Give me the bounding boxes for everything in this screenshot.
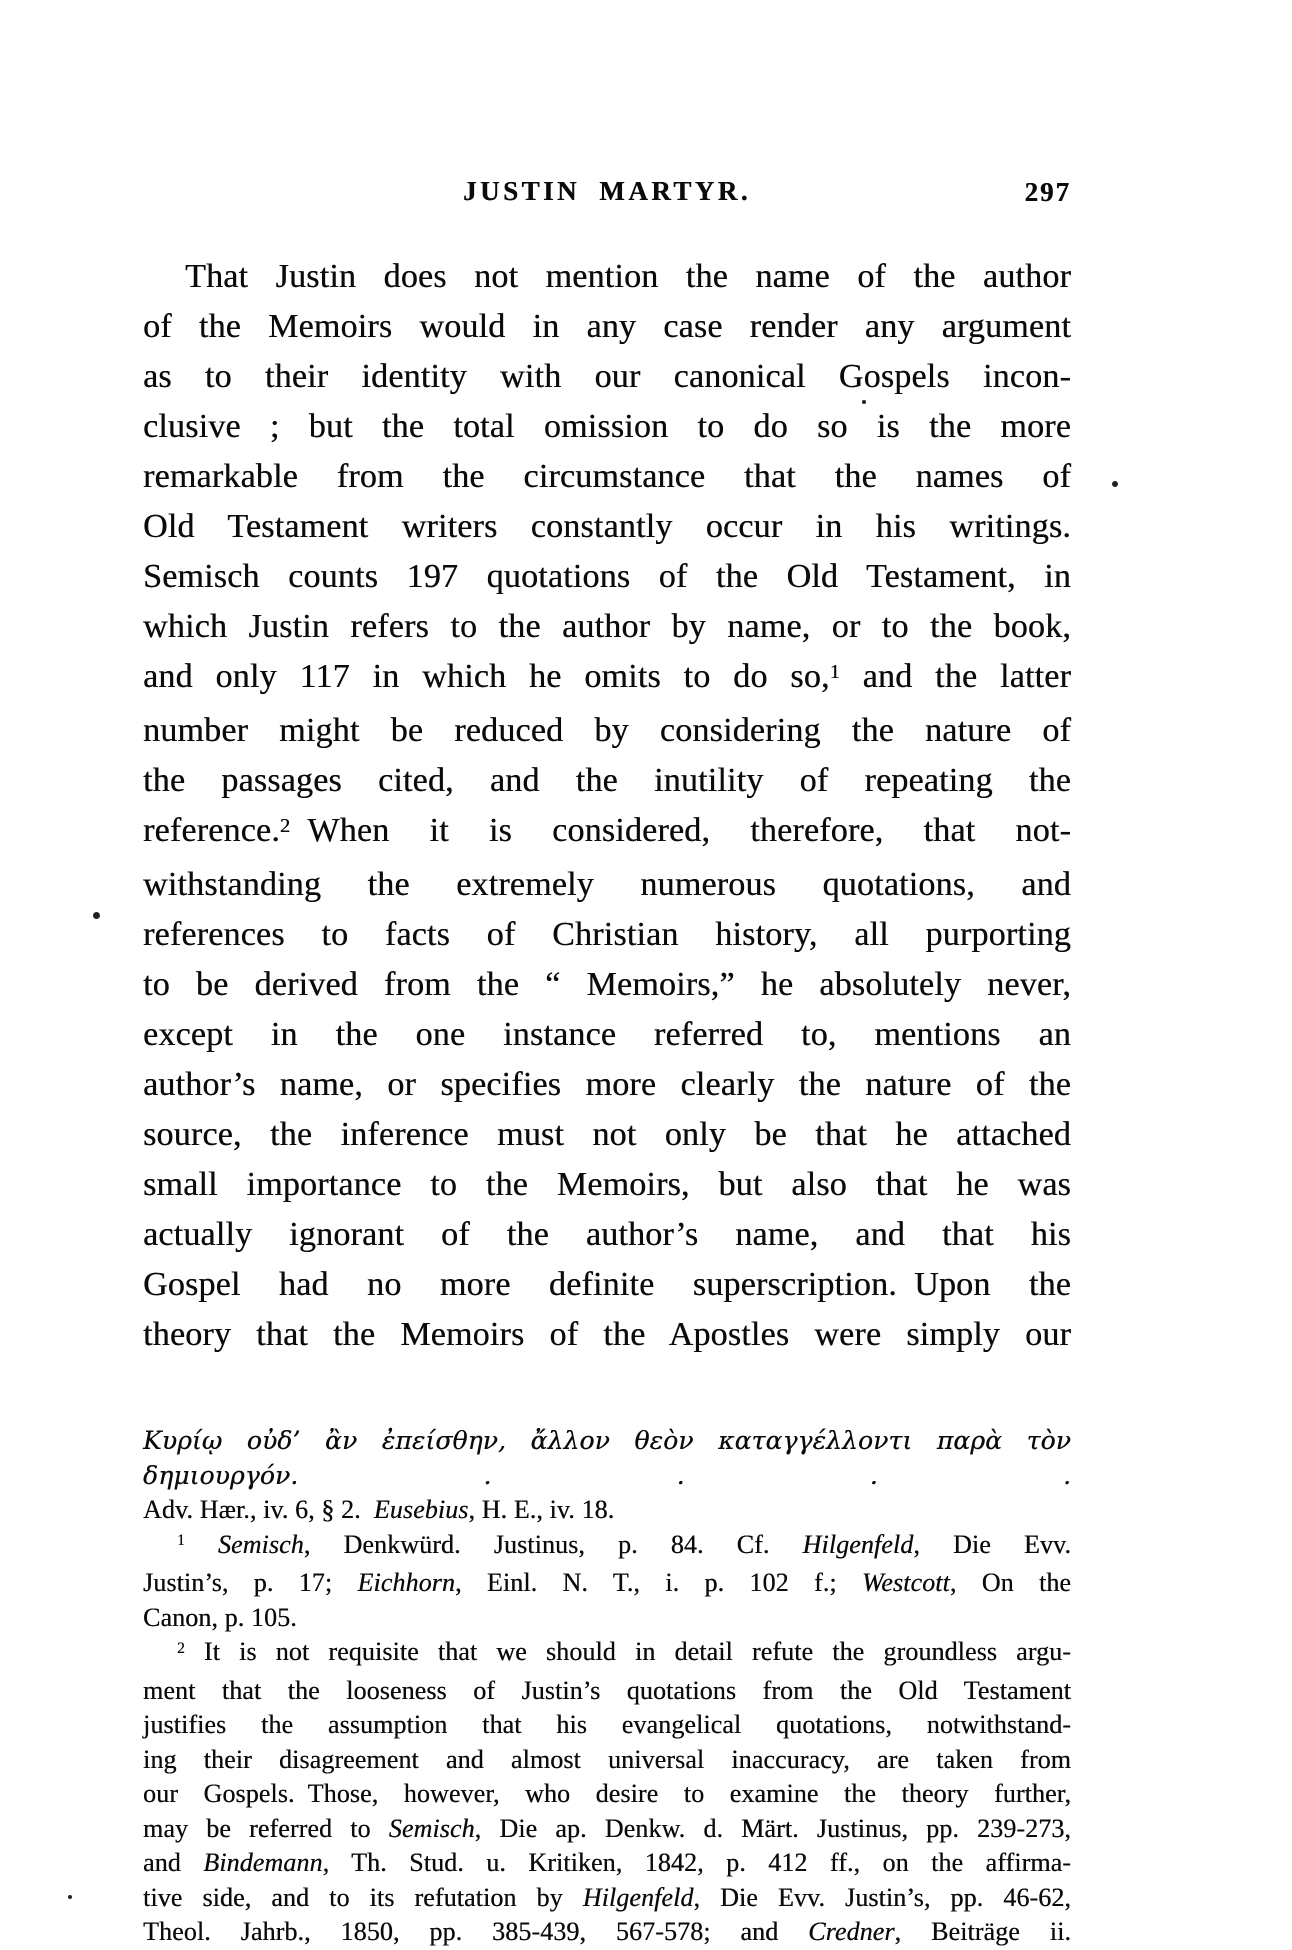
text-run: ment that the looseness of Justin’s quotations from the Old Testament [143,1675,1071,1705]
body-line [143,252,1071,302]
footnote-line [143,1635,1071,1674]
footnote-marker: 2 [279,814,291,837]
footnotes [143,1424,1071,1950]
footnote-line [143,1915,1071,1950]
text-run: remarkable from the circumstance that the names of [143,458,1071,495]
text-run: the passages cited, and the inutility of repeating the [143,762,1071,799]
body-line [143,1260,1071,1310]
text-run: which Justin refers to the author by name, or to the book, [143,608,1071,645]
text-run: That Justin does not mention the name of the author [185,258,1071,295]
body-line [143,402,1071,452]
text-run: as to their identity with our canonical Gospels incon- [143,358,1071,395]
text-run: author’s name, or specifies more clearly the nature of the [143,1066,1071,1103]
text-run: Hilgenfeld [582,1882,694,1912]
text-run: Theol. Jahrb., 1850, pp. 385-439, 567-578; and [143,1917,809,1946]
text-run: , Beiträge ii. [894,1917,1071,1946]
footnote-line [143,1881,1071,1916]
text-run: Hilgenfeld [802,1529,914,1559]
text-run: Old Testament writers constantly occur in his writings. [143,508,1071,545]
text-run: tive side, and to its refutation by [143,1882,583,1912]
footnote-line [143,1601,1071,1636]
text-run: references to facts of Christian history, all purporting [143,916,1071,953]
text-run: to be derived from the “ Memoirs,” he absolutely never, [143,966,1071,1003]
text-run: number might be reduced by considering the nature of [143,712,1071,749]
body-text [143,252,1071,1360]
text-run: , H. E., iv. 18. [468,1495,615,1524]
text-run [185,1530,218,1559]
text-run: actually ignorant of the author’s name, and that his [143,1216,1071,1253]
scan-speck [93,912,100,919]
text-run: ing their disagreement and almost universal inaccuracy, are taken from [143,1744,1071,1774]
body-line [143,706,1071,756]
text-run: and only 117 in which he omits to do so, [143,658,830,695]
footnote-line [143,1566,1071,1601]
body-line [143,960,1071,1010]
scan-speck [68,1895,72,1899]
body-line [143,806,1071,860]
scan-speck [862,400,866,404]
text-run: may be referred to [143,1813,389,1843]
body-line [143,302,1071,352]
text-run: Bindemann [203,1848,323,1877]
text-run: , Die Evv. [913,1529,1072,1559]
text-run: source, the inference must not only be that he attached [143,1116,1071,1153]
footnote-line [143,1777,1071,1812]
text-run: Justin’s, p. 17; [143,1568,358,1597]
footnote-line [143,1424,1071,1493]
footnote-line [143,1674,1071,1709]
text-run: justifies the assumption that his evangelical quotations, notwithstand- [143,1710,1071,1739]
text-run: Eusebius [373,1495,469,1524]
body-line [143,1010,1071,1060]
footnote-line [143,1708,1071,1743]
text-run: , Die Evv. Justin’s, pp. 46-62, [693,1882,1071,1912]
text-run: , Die ap. Denkw. d. Märt. Justinus, pp. 239-273, [474,1813,1071,1843]
body-line [143,652,1071,706]
body-line [143,502,1071,552]
text-run: Κυρίῳ οὐδ’ ἂν ἐπείσθην, ἄλλον θεὸν καταγγέλλοντι παρὰ τὸν δημιουργόν. . . . . [143,1426,1071,1490]
body-line [143,1310,1071,1360]
text-run: of the Memoirs would in any case render any argument [143,308,1071,345]
body-line [143,1160,1071,1210]
footnote-line [143,1846,1071,1881]
text-run: It is not requisite that we should in detail refute the groundless argu- [184,1637,1071,1666]
body-line [143,1110,1071,1160]
text-run: Semisch [217,1529,304,1559]
text-run: clusive ; but the total omission to do so is the more [143,408,1071,445]
footnote-marker: 1 [177,1532,185,1550]
text-run: , On the [949,1568,1072,1597]
footnote-marker: 1 [829,660,840,683]
text-run: theory that the Memoirs of the Apostles were simply our [143,1316,1071,1353]
footnote-line [143,1812,1071,1847]
body-line [143,602,1071,652]
text-run: and [143,1848,204,1877]
text-run: reference. [143,812,280,849]
text-run: , Denkwürd. Justinus, p. 84. Cf. [303,1529,803,1559]
text-run: small importance to the Memoirs, but also that he was [143,1166,1071,1203]
footnote-line [143,1743,1071,1778]
footnote-marker: 2 [177,1639,185,1657]
scan-speck [1112,481,1118,487]
text-run: , Th. Stud. u. Kritiken, 1842, p. 412 ff., on the affirma- [322,1848,1071,1877]
text-run: Gospel had no more definite superscription. Upon the [143,1266,1071,1303]
body-line [143,860,1071,910]
body-line [143,756,1071,806]
body-line [143,1210,1071,1260]
running-header [143,176,1071,212]
body-line [143,552,1071,602]
body-line [143,352,1071,402]
footnote-line [143,1528,1071,1567]
text-run: and the latter [839,658,1071,695]
body-line [143,1060,1071,1110]
text-run: Canon, p. 105. [143,1602,297,1632]
text-run: Eichhorn [357,1568,456,1597]
text-run: except in the one instance referred to, mentions an [143,1016,1071,1053]
page-title: JUSTIN MARTYR. [462,176,752,206]
page-number: 297 [1024,177,1071,207]
text-run: Semisch counts 197 quotations of the Old Testament, in [143,558,1071,595]
text-run: Semisch [388,1813,475,1843]
text-run: Westcott [861,1568,950,1597]
text-run: withstanding the extremely numerous quotations, and [143,866,1071,903]
body-line [143,910,1071,960]
text-run: Credner [808,1917,895,1946]
text-run: , Einl. N. T., i. p. 102 f.; [455,1568,862,1597]
body-line [143,452,1071,502]
text-run: Adv. Hær., iv. 6, § 2. [143,1495,374,1524]
text-run: our Gospels. Those, however, who desire to examine the theory further, [143,1779,1071,1808]
footnote-line [143,1493,1071,1528]
text-run: When it is considered, therefore, that not- [290,812,1071,849]
